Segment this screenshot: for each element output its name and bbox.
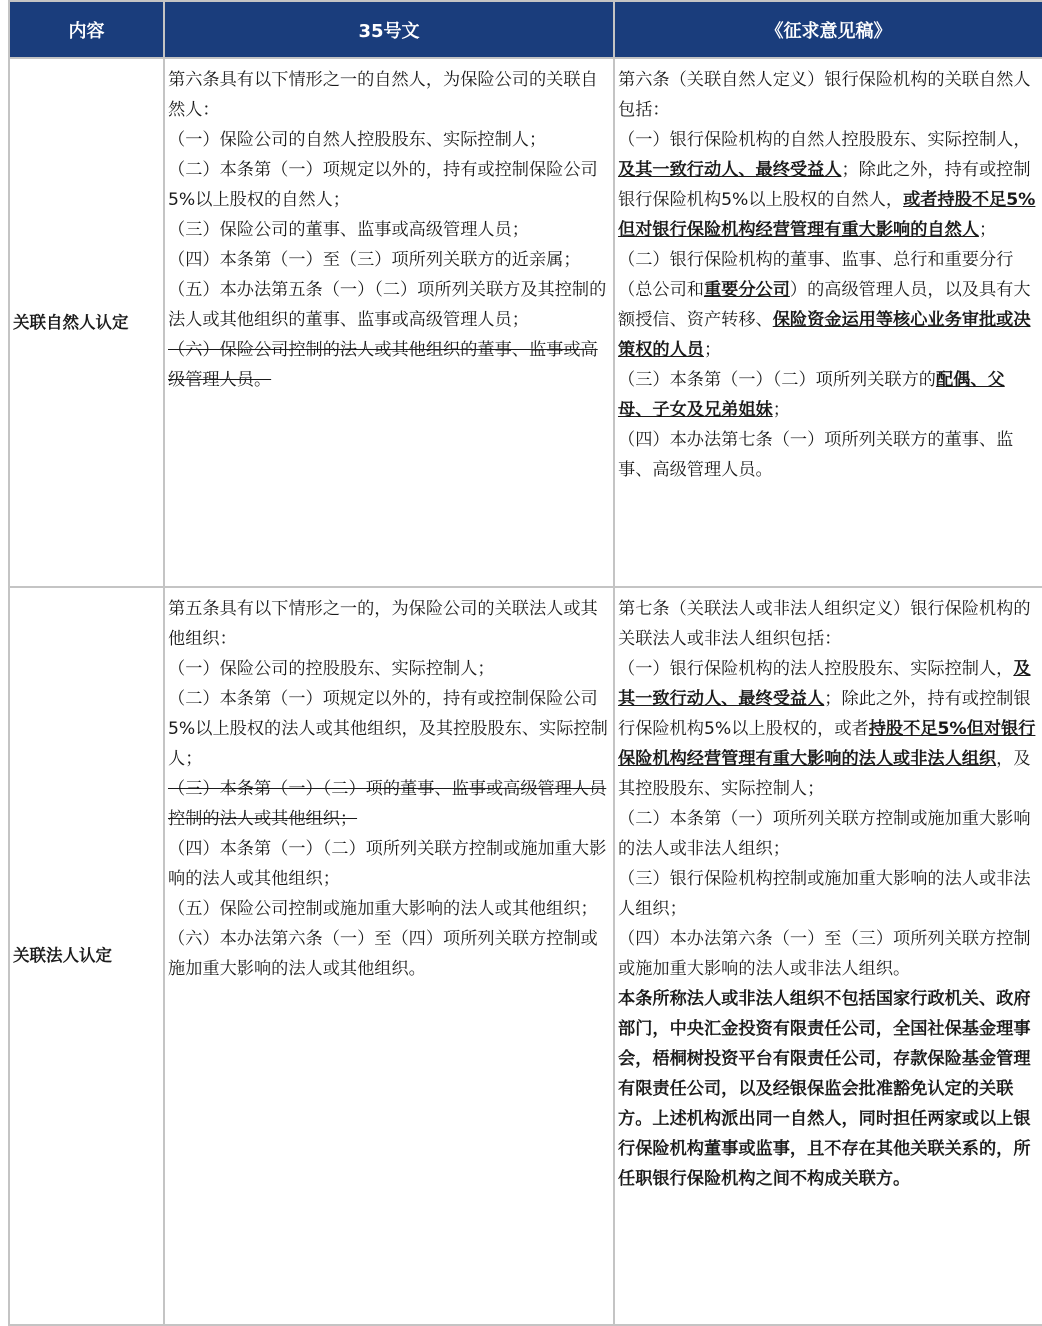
text-run: （五）本办法第五条（一）（二）项所列关联方及其控制的法人或其他组织的董事、监事或高级管理人员； xyxy=(168,280,607,330)
emphasized-text: 或者持股不足5%但对银行保险机构经营管理有重大影响的自然人 xyxy=(618,190,1036,240)
clause-text xyxy=(618,65,1038,125)
clause-text xyxy=(168,834,609,894)
text-run: （二）本条第（一）项规定以外的，持有或控制保险公司5%以上股权的法人或其他组织，及其控股股东、实际控制人； xyxy=(168,689,608,769)
text-run: 第五条具有以下情形之一的，为保险公司的关联法人或其他组织： xyxy=(168,599,598,649)
clause-text xyxy=(168,125,609,155)
deleted-text: （六）保险公司控制的法人或其他组织的董事、监事或高级管理人员。 xyxy=(168,340,598,390)
emphasized-text: 本条所称法人或非法人组织不包括国家行政机关、政府部门，中央汇金投资有限责任公司，全国社保基金理事会，梧桐树投资平台有限责任公司，存款保险基金管理有限责任公司，以及经银保监会批准豁免认定的关联方。上述机构派出同一自然人，同时担任两家或以上银行保险机构董事或监事，且不存在其他关联关系的，所任职银行保险机构之间不构成关联方。 xyxy=(618,989,1031,1189)
text-run: ，及其控股股东、实际控制人； xyxy=(618,749,1031,799)
clause-text xyxy=(168,245,609,275)
header-draft: 《征求意见稿》 xyxy=(614,1,1042,58)
clause-text xyxy=(618,984,1038,1194)
text-run: （四）本条第（一）至（三）项所列关联方的近亲属； xyxy=(168,250,581,270)
clause-text xyxy=(168,594,609,654)
clause-text xyxy=(168,924,609,984)
text-run: ； xyxy=(978,220,997,240)
text-run: ； xyxy=(772,400,790,420)
text-run: ；除此之外，持有或控制银行保险机构5%以上股权的，或者 xyxy=(618,689,1031,739)
text-run: ； xyxy=(703,340,722,360)
text-run: 第七条（关联法人或非法人组织定义）银行保险机构的关联法人或非法人组织包括： xyxy=(618,599,1031,649)
emphasized-text: 重要分公司 xyxy=(703,280,790,300)
doc35-cell xyxy=(164,58,614,587)
clause-text xyxy=(168,335,609,395)
text-run: 第六条具有以下情形之一的自然人，为保险公司的关联自然人： xyxy=(168,70,598,120)
text-run: （一）银行保险机构的法人控股股东、实际控制人， xyxy=(618,659,1014,679)
text-run: （二）银行保险机构的董事、监事、总行和重要分行（总公司和 xyxy=(618,250,1014,300)
emphasized-text: 保险资金运用等核心业务审批或决策权的人员 xyxy=(618,310,1031,360)
text-run: （三）银行保险机构控制或施加重大影响的法人或非法人组织； xyxy=(618,869,1031,919)
draft-cell xyxy=(614,58,1042,587)
clause-text xyxy=(618,425,1038,485)
row-legal-person xyxy=(9,587,1042,1325)
text-run: （四）本办法第七条（一）项所列关联方的董事、监事、高级管理人员。 xyxy=(618,430,1014,480)
clause-text xyxy=(618,864,1038,924)
row-label: 关联自然人认定 xyxy=(9,58,164,587)
clause-text xyxy=(618,245,1038,365)
text-run: （三）本条第（一）（二）项所列关联方的 xyxy=(618,370,936,390)
text-run: （四）本条第（一）（二）项所列关联方控制或施加重大影响的法人或其他组织； xyxy=(168,839,607,889)
text-run: （三）保险公司的董事、监事或高级管理人员； xyxy=(168,220,529,240)
clause-text xyxy=(618,365,1038,425)
emphasized-text: 持股不足5%但对银行保险机构经营管理有重大影响的法人或非法人组织 xyxy=(618,719,1036,769)
text-run: （二）本条第（一）项规定以外的，持有或控制保险公司5%以上股权的自然人； xyxy=(168,160,598,210)
clause-text xyxy=(168,65,609,125)
clause-text xyxy=(618,654,1038,804)
text-run: 第六条（关联自然人定义）银行保险机构的关联自然人包括： xyxy=(618,70,1031,120)
clause-text xyxy=(168,275,609,335)
clause-text xyxy=(168,654,609,684)
draft-cell xyxy=(614,587,1042,1325)
text-run: （一）保险公司的控股股东、实际控制人； xyxy=(168,659,495,679)
text-run: （六）本办法第六条（一）至（四）项所列关联方控制或施加重大影响的法人或其他组织。 xyxy=(168,929,598,979)
clause-text xyxy=(168,894,609,924)
text-run: （四）本办法第六条（一）至（三）项所列关联方控制或施加重大影响的法人或非法人组织。 xyxy=(618,929,1031,979)
comparison-table xyxy=(8,0,1042,1326)
text-run: ；除此之外，持有或控制银行保险机构5%以上股权的自然人， xyxy=(618,160,1031,210)
clause-text xyxy=(168,155,609,215)
clause-text xyxy=(168,684,609,774)
clause-text xyxy=(618,125,1038,245)
text-run: ）的高级管理人员，以及具有大额授信、资产转移、 xyxy=(618,280,1031,330)
deleted-text: （三）本条第（一）（二）项的董事、监事或高级管理人员控制的法人或其他组织； xyxy=(168,779,607,829)
emphasized-text: 及其一致行动人、最终受益人 xyxy=(618,160,842,180)
clause-text xyxy=(168,774,609,834)
text-run: （一）保险公司的自然人控股股东、实际控制人； xyxy=(168,130,547,150)
clause-text xyxy=(618,804,1038,864)
clause-text xyxy=(618,594,1038,654)
header-row xyxy=(9,1,1042,58)
row-label: 关联法人认定 xyxy=(9,587,164,1325)
clause-text xyxy=(618,924,1038,984)
row-natural-person xyxy=(9,58,1042,587)
text-run: （五）保险公司控制或施加重大影响的法人或其他组织； xyxy=(168,899,598,919)
header-content: 内容 xyxy=(9,1,164,58)
text-run: （一）银行保险机构的自然人控股股东、实际控制人， xyxy=(618,130,1031,150)
clause-text xyxy=(168,215,609,245)
header-doc35: 35号文 xyxy=(164,1,614,58)
doc35-cell xyxy=(164,587,614,1325)
emphasized-text: 及其一致行动人、最终受益人 xyxy=(618,659,1031,709)
emphasized-text: 配偶、父母、子女及兄弟姐妹 xyxy=(618,370,1005,420)
text-run: （二）本条第（一）项所列关联方控制或施加重大影响的法人或非法人组织； xyxy=(618,809,1031,859)
